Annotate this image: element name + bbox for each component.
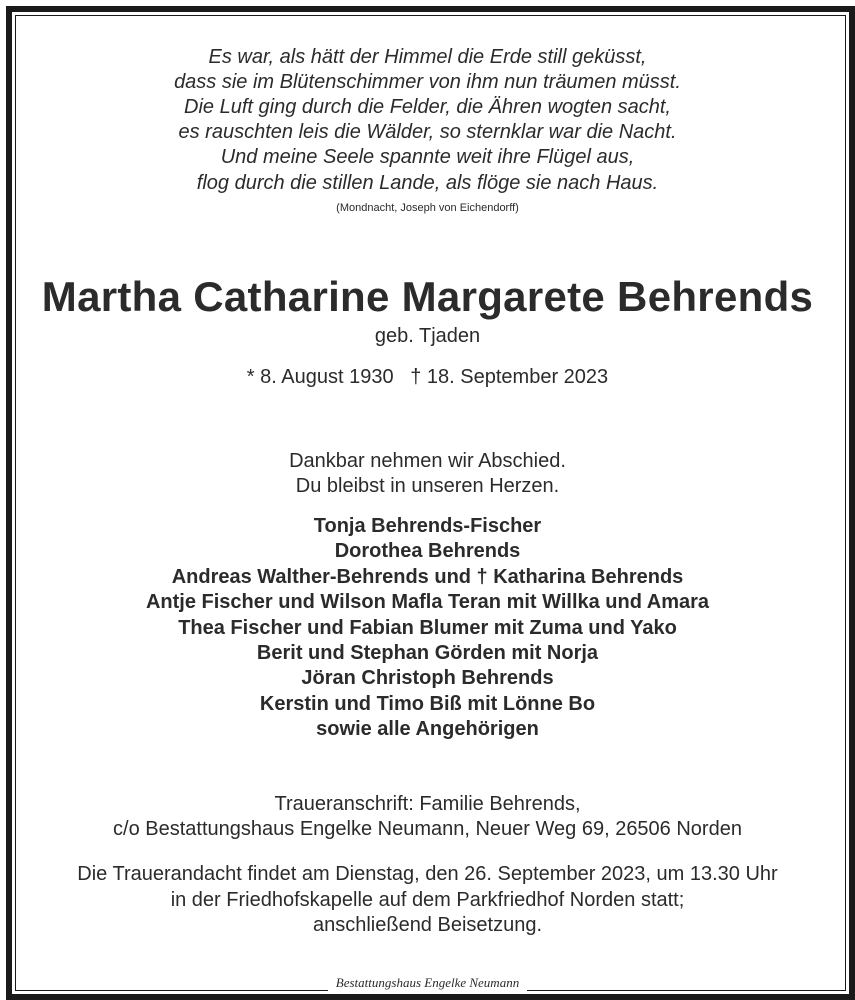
poem-line: es rauschten leis die Wälder, so sternklar war die Nacht. [178, 121, 677, 143]
poem-line: flog durch die stillen Lande, als flöge sie nach Haus. [196, 172, 659, 194]
address-line: c/o Bestattungshaus Engelke Neumann, Neuer Weg 69, 26506 Norden [113, 818, 742, 840]
family-member: Dorothea Behrends [334, 540, 521, 562]
birth-name: geb. Tjaden [374, 325, 481, 347]
family-member: Tonja Behrends-Fischer [313, 515, 542, 537]
service-line: in der Friedhofskapelle auf dem Parkfriedhof Norden statt; [170, 889, 685, 911]
family-member: Thea Fischer und Fabian Blumer mit Zuma und Yako [178, 617, 677, 639]
service-line: Die Trauerandacht findet am Dienstag, den 26. September 2023, um 13.30 Uhr [77, 863, 778, 885]
family-member: Berit und Stephan Görden mit Norja [256, 642, 599, 664]
poem-line: Die Luft ging durch die Felder, die Ähren wogten sacht, [184, 96, 671, 118]
family-member: Antje Fischer und Wilson Mafla Teran mit Willka und Amara [145, 591, 710, 613]
farewell-line: Du bleibst in unseren Herzen. [295, 475, 560, 497]
family-member: Jöran Christoph Behrends [301, 667, 554, 689]
footer [0, 974, 855, 992]
family-member: sowie alle Angehörigen [316, 718, 539, 740]
poem-line: Es war, als hätt der Himmel die Erde still geküsst, [208, 46, 647, 68]
family-member: Kerstin und Timo Biß mit Lönne Bo [259, 693, 596, 715]
footer-label: Bestattungshaus Engelke Neumann [328, 975, 527, 991]
farewell-line: Dankbar nehmen wir Abschied. [289, 450, 566, 472]
deceased-name: Martha Catharine Margarete Behrends [41, 273, 814, 320]
poem-line: dass sie im Blütenschimmer von ihm nun träumen müsst. [174, 71, 681, 93]
family-member: Andreas Walther-Behrends und † Katharina Behrends [171, 566, 684, 588]
life-dates: * 8. August 1930 † 18. September 2023 [246, 366, 609, 388]
poem-source: (Mondnacht, Joseph von Eichendorff) [336, 202, 519, 214]
service-line: anschließend Beisetzung. [312, 914, 543, 936]
poem-line: Und meine Seele spannte weit ihre Flügel aus, [220, 146, 635, 168]
address-line: Traueranschrift: Familie Behrends, [274, 793, 581, 815]
